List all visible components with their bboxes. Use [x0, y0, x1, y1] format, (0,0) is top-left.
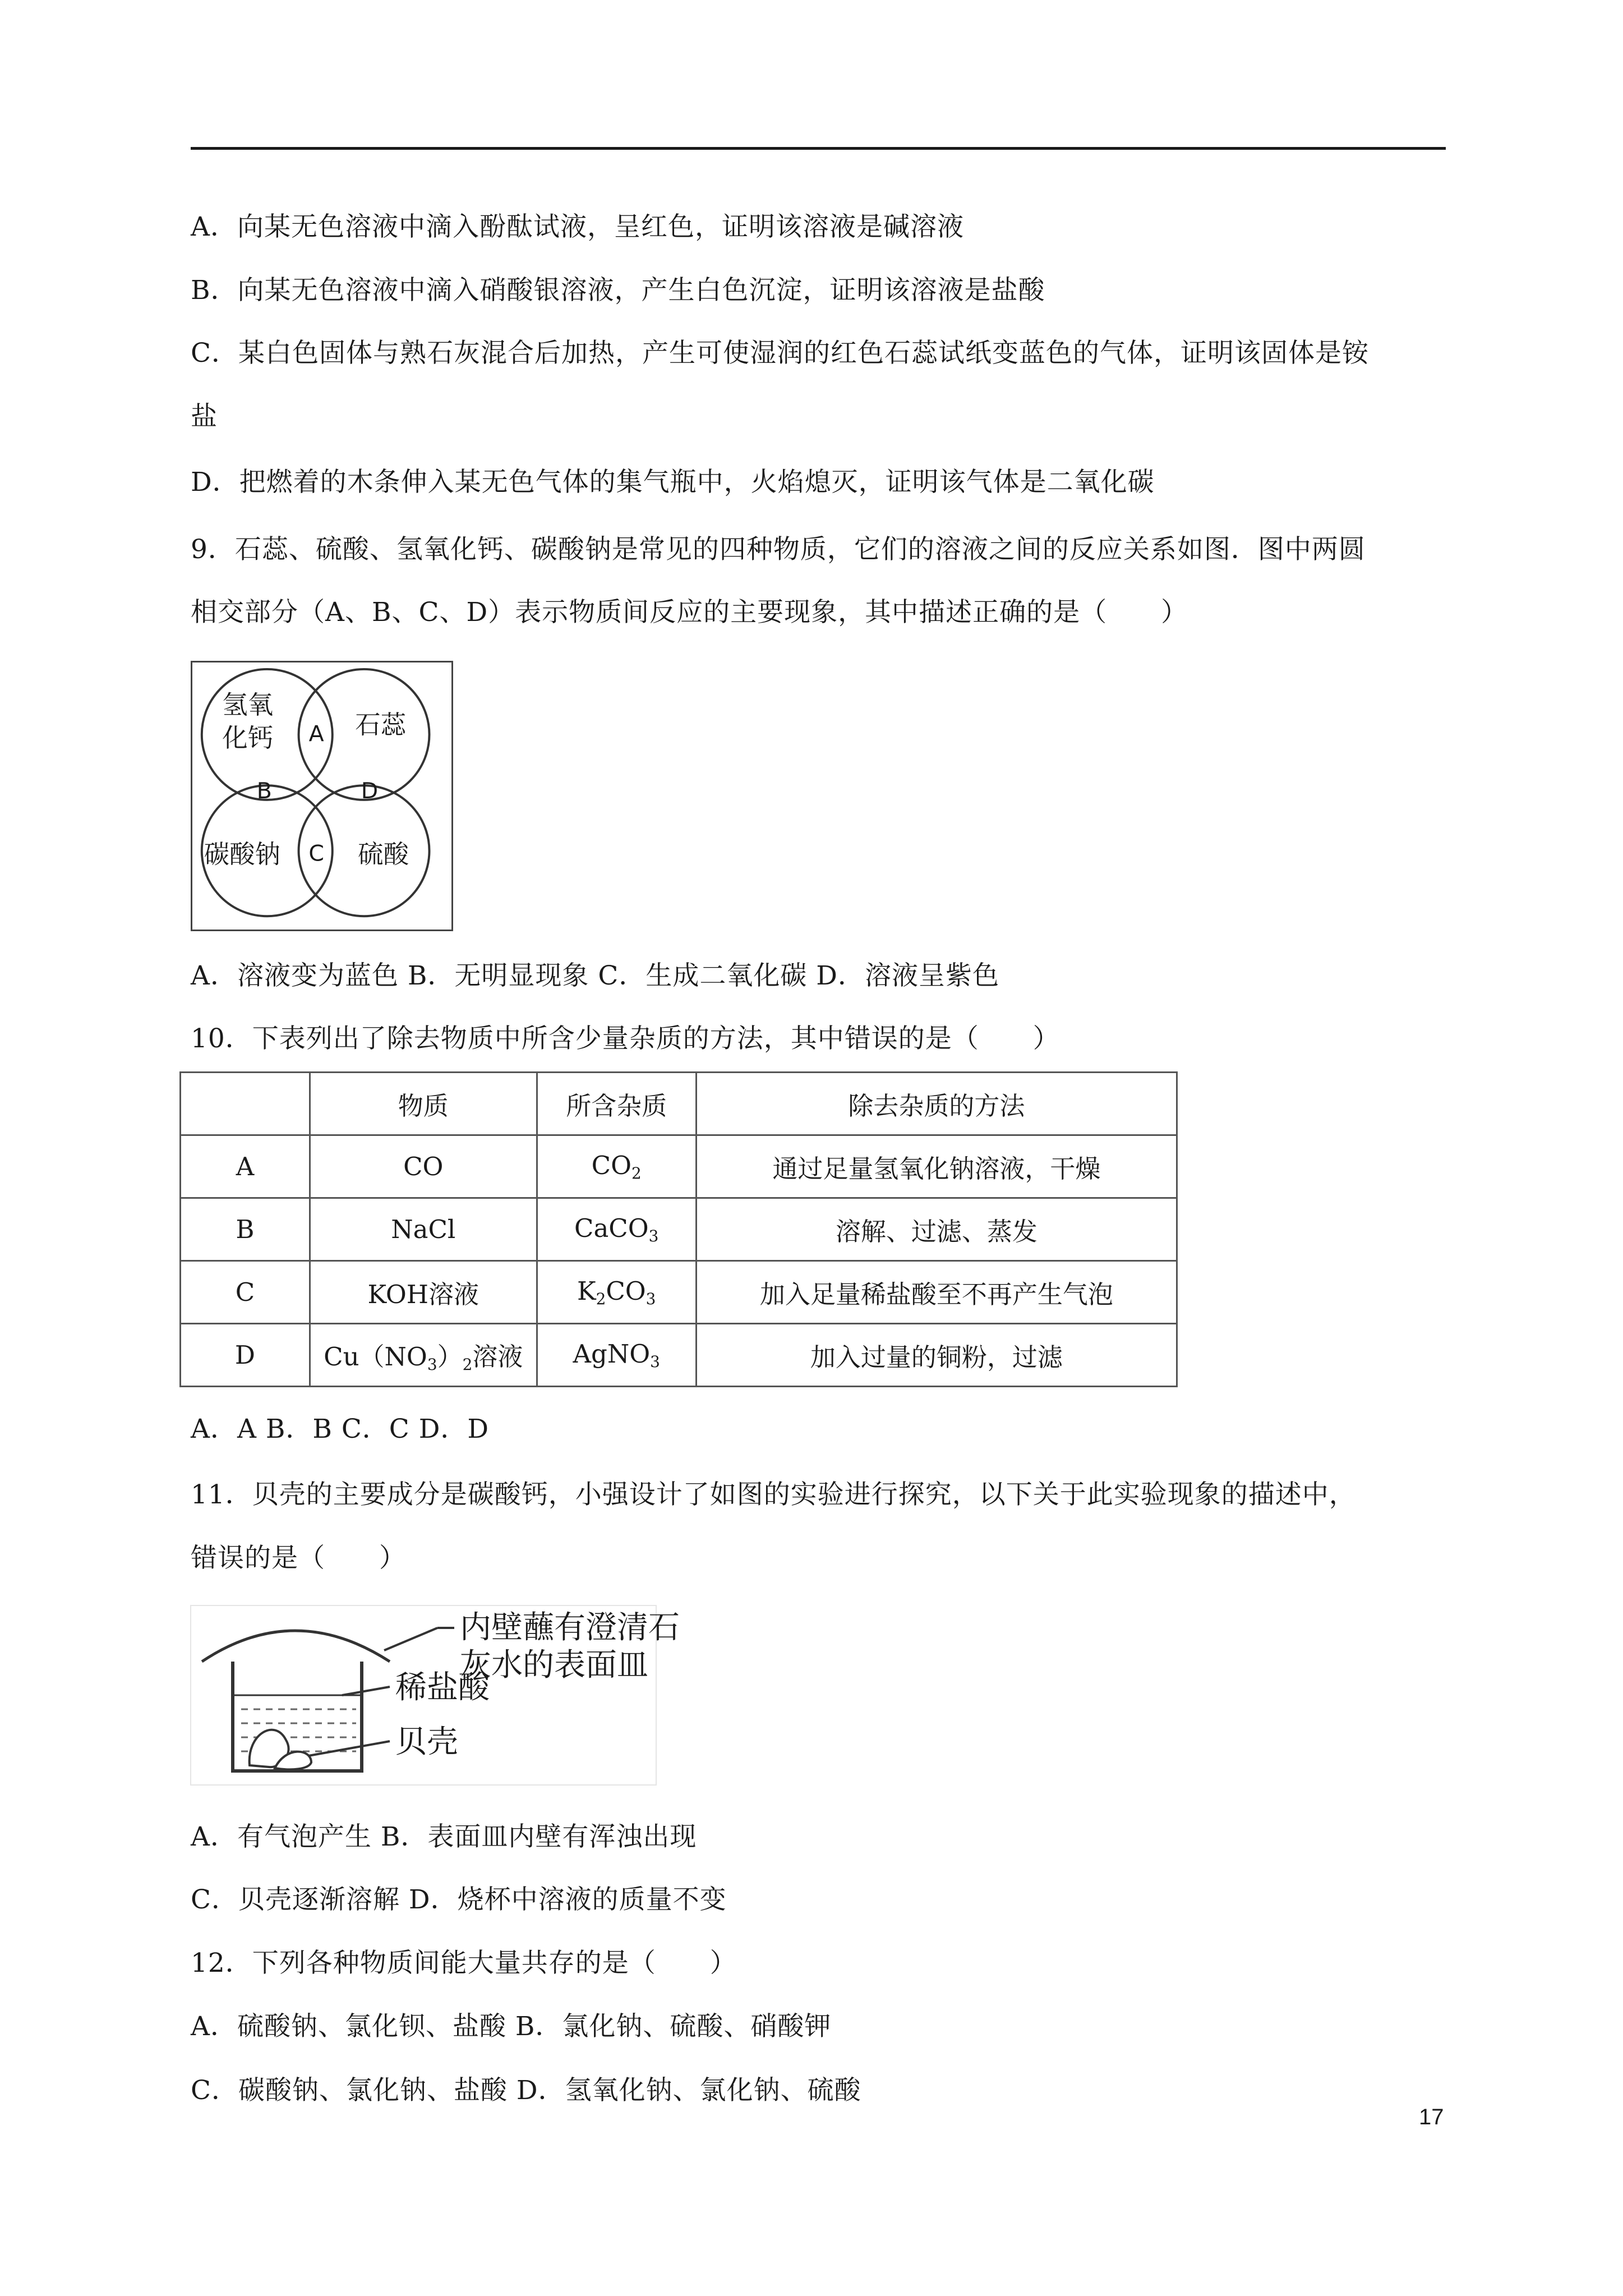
q10-stem: 10．下表列出了除去物质中所含少量杂质的方法，其中错误的是（ ） [191, 1023, 1060, 1054]
impurity-formula: CO [606, 1276, 646, 1306]
label-watch-glass-1: 内壁蘸有澄清石 [460, 1609, 680, 1646]
substance-formula-post: 溶液 [472, 1342, 523, 1372]
impurity-formula-pre: K [577, 1276, 596, 1306]
venn-label-bottom-right: 硫酸 [358, 839, 409, 869]
label-dilute-hcl: 稀盐酸 [395, 1669, 490, 1706]
q8-option-a: A．向某无色溶液中滴入酚酞试液，呈红色，证明该溶液是碱溶液 [191, 211, 964, 242]
impurity-subscript: 3 [650, 1352, 660, 1371]
q12-options-line2: C．碳酸钠、氯化钠、盐酸 D．氢氧化钠、氯化钠、硫酸 [191, 2075, 861, 2106]
table-header-blank [181, 1073, 310, 1135]
experiment-apparatus-svg [191, 1605, 680, 1785]
table-row [181, 1135, 1177, 1198]
substance-formula-pre: Cu（NO [324, 1342, 427, 1372]
row-method: 加入足量稀盐酸至不再产生气泡 [696, 1261, 1177, 1324]
substance-formula-mid: ） [437, 1342, 463, 1372]
venn-region-a: A [308, 721, 324, 747]
q11-stem-line2: 错误的是（ ） [191, 1543, 406, 1573]
q11-options-line2: C．贝壳逐渐溶解 D．烧杯中溶液的质量不变 [191, 1884, 727, 1915]
q8-option-d: D．把燃着的木条伸入某无色气体的集气瓶中，火焰熄灭，证明该气体是二氧化碳 [191, 467, 1155, 498]
row-substance: KOH溶液 [310, 1261, 537, 1324]
venn-label-top-left-2: 化钙 [222, 723, 274, 753]
q9-options: A．溶液变为蓝色 B．无明显现象 C．生成二氧化碳 D．溶液呈紫色 [191, 960, 999, 991]
experiment-apparatus [191, 1605, 680, 1785]
label-watch-glass-2: 灰水的表面皿 [460, 1647, 648, 1683]
q8-option-c-line1: C．某白色固体与熟石灰混合后加热，产生可使湿润的红色石蕊试纸变蓝色的气体，证明该固体是铵 [191, 338, 1369, 369]
impurity-subscript: 3 [645, 1289, 656, 1308]
q8-option-c-line2: 盐 [191, 401, 218, 432]
venn-label-bottom-left: 碳酸钠 [204, 839, 280, 869]
impurity-formula: CaCO [574, 1213, 649, 1244]
substance-subscript-1: 3 [427, 1355, 437, 1374]
table-header-method: 除去杂质的方法 [696, 1073, 1177, 1135]
row-method: 溶解、过滤、蒸发 [696, 1198, 1177, 1261]
venn-diagram [191, 661, 453, 931]
q8-option-b: B．向某无色溶液中滴入硝酸银溶液，产生白色沉淀，证明该溶液是盐酸 [191, 275, 1045, 306]
table-row [181, 1324, 1177, 1387]
q10-options: A．A B．B C．C D．D [191, 1414, 490, 1444]
row-substance: CO [310, 1135, 537, 1198]
row-label: A [181, 1135, 310, 1198]
venn-region-d: D [361, 777, 379, 804]
row-label: C [181, 1261, 310, 1324]
table-row [181, 1261, 1177, 1324]
venn-region-c: C [308, 840, 324, 867]
venn-region-b: B [256, 777, 272, 804]
table-header-impurity: 所含杂质 [537, 1073, 696, 1135]
row-substance: NaCl [310, 1198, 537, 1261]
q12-stem: 12．下列各种物质间能大量共存的是（ ） [191, 1948, 737, 1978]
row-impurity [537, 1324, 696, 1387]
substance-subscript-2: 2 [462, 1355, 473, 1374]
row-label: D [181, 1324, 310, 1387]
row-label: B [181, 1198, 310, 1261]
row-impurity [537, 1261, 696, 1324]
impurity-formula: CO [591, 1151, 631, 1181]
impurity-subscript: 3 [648, 1226, 659, 1245]
header-rule [191, 147, 1446, 150]
venn-diagram-svg [192, 662, 451, 930]
label-shell: 贝壳 [395, 1724, 458, 1760]
page-number: 17 [1419, 2105, 1444, 2129]
venn-label-top-right: 石蕊 [355, 710, 407, 740]
impurity-table [179, 1071, 1178, 1387]
row-method: 通过足量氢氧化钠溶液，干燥 [696, 1135, 1177, 1198]
impurity-subscript: 2 [631, 1163, 642, 1182]
impurity-subscript-pre: 2 [596, 1289, 606, 1308]
row-method: 加入过量的铜粉，过滤 [696, 1324, 1177, 1387]
venn-label-top-left-1: 氢氧 [222, 689, 274, 720]
table-header-row [181, 1073, 1177, 1135]
q12-options-line1: A．硫酸钠、氯化钡、盐酸 B．氯化钠、硫酸、硝酸钾 [191, 2011, 832, 2042]
q11-options-line1: A．有气泡产生 B．表面皿内壁有浑浊出现 [191, 1821, 697, 1852]
row-impurity [537, 1198, 696, 1261]
table-header-substance: 物质 [310, 1073, 537, 1135]
q11-stem-line1: 11．贝壳的主要成分是碳酸钙，小强设计了如图的实验进行探究，以下关于此实验现象的描述中， [191, 1479, 1356, 1510]
row-substance [310, 1324, 537, 1387]
impurity-formula: AgNO [573, 1339, 651, 1369]
q9-stem-line1: 9．石蕊、硫酸、氢氧化钙、碳酸钠是常见的四种物质，它们的溶液之间的反应关系如图．图中两圆 [191, 534, 1366, 565]
q9-stem-line2: 相交部分（A、B、C、D）表示物质间反应的主要现象，其中描述正确的是（ ） [191, 597, 1188, 628]
row-impurity [537, 1135, 696, 1198]
table-row [181, 1198, 1177, 1261]
